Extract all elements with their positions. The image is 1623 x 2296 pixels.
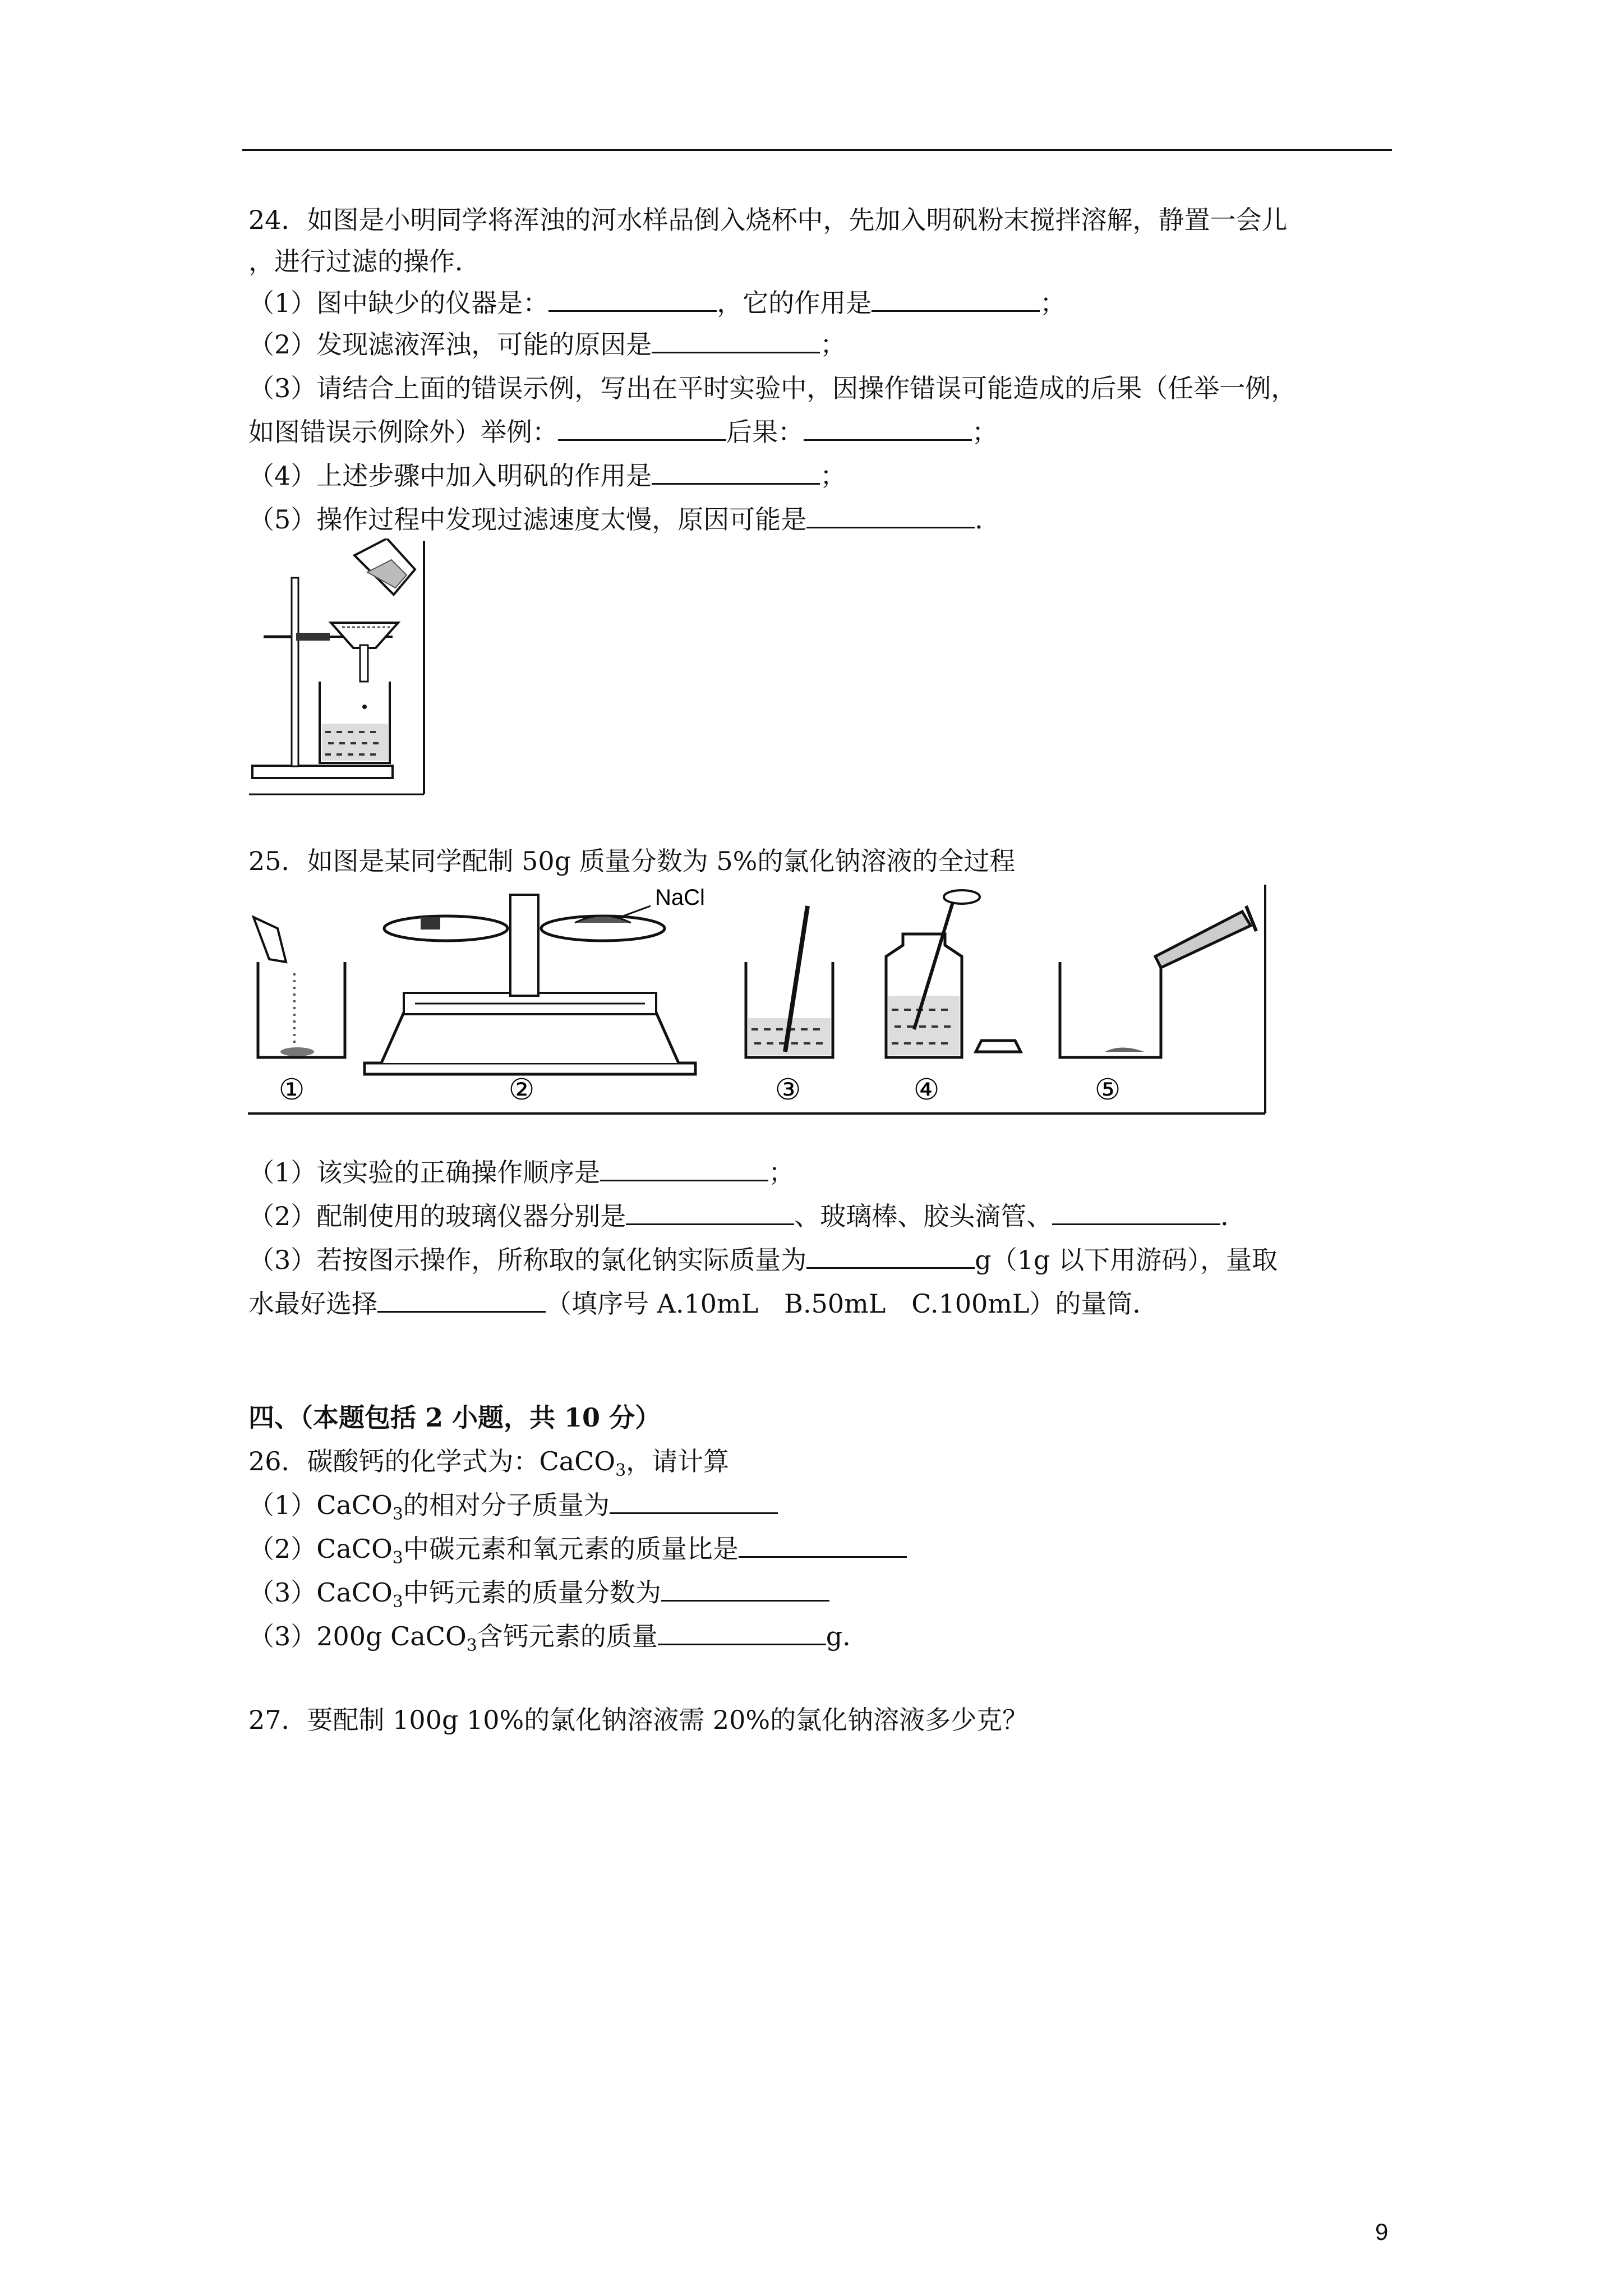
q24-p3-text-b: 后果： bbox=[726, 417, 804, 447]
q24-p5-text-a: （5）操作过程中发现过滤速度太慢，原因可能是 bbox=[248, 504, 807, 535]
q26-stem-text-b: ，请计算 bbox=[626, 1446, 730, 1476]
q24-p1-text-a: （1）图中缺少的仪器是： bbox=[248, 288, 549, 318]
q24-p3-text-c: ； bbox=[972, 417, 998, 447]
q25-stem: 25．如图是某同学配制 50g 质量分数为 5%的氯化钠溶液的全过程 bbox=[248, 846, 1016, 876]
answer-blank[interactable] bbox=[661, 1576, 829, 1602]
solution-preparation-figure bbox=[247, 884, 1267, 1115]
q24-p3-text-a: 如图错误示例除外）举例： bbox=[248, 417, 558, 447]
subscript-3: 3 bbox=[392, 1592, 403, 1612]
section-4-heading: 四、（本题包括 2 小题，共 10 分） bbox=[248, 1402, 661, 1433]
q25-p2-text-c: ． bbox=[1220, 1201, 1247, 1231]
q26-p1-text-b: 的相对分子质量为 bbox=[403, 1490, 610, 1520]
q25-p2-text-a: （2）配制使用的玻璃仪器分别是 bbox=[248, 1201, 626, 1231]
q25-p3-text-a: （3）若按图示操作，所称取的氯化钠实际质量为 bbox=[248, 1245, 807, 1275]
answer-blank[interactable] bbox=[548, 287, 717, 312]
q26-p1-text-a: （1）CaCO bbox=[248, 1490, 393, 1520]
q26-part-3 bbox=[248, 1576, 829, 1619]
answer-blank[interactable] bbox=[626, 1200, 794, 1225]
q24-p2-text-a: （2）发现滤液浑浊，可能的原因是 bbox=[248, 329, 652, 360]
filtration-apparatus-figure bbox=[247, 539, 426, 797]
page-number: 9 bbox=[1375, 2219, 1389, 2245]
q24-part-2 bbox=[248, 328, 846, 361]
q24-part-3-line-2 bbox=[248, 415, 998, 449]
q24-p4-text-b: ； bbox=[820, 461, 846, 491]
subscript-3: 3 bbox=[615, 1461, 626, 1481]
q24-stem-line-2: ，进行过滤的操作． bbox=[248, 246, 481, 277]
q24-stem-line-1: 24．如图是小明同学将浑浊的河水样品倒入烧杯中，先加入明矾粉末搅拌溶解，静置一会儿 bbox=[248, 205, 1288, 235]
answer-blank[interactable] bbox=[600, 1156, 768, 1181]
answer-blank[interactable] bbox=[652, 459, 820, 485]
header-rule bbox=[242, 149, 1392, 151]
answer-blank[interactable] bbox=[558, 416, 726, 441]
answer-blank[interactable] bbox=[1052, 1200, 1220, 1225]
q24-part-4 bbox=[248, 459, 846, 493]
answer-blank[interactable] bbox=[806, 1244, 975, 1269]
answer-blank[interactable] bbox=[652, 328, 820, 353]
answer-blank[interactable] bbox=[806, 503, 975, 528]
q24-p2-text-b: ； bbox=[820, 329, 846, 360]
q26-p4-text-a: （3）200g CaCO bbox=[248, 1621, 467, 1651]
q25-p1-text-b: ； bbox=[768, 1157, 795, 1188]
answer-blank[interactable] bbox=[804, 416, 972, 441]
q26-part-1 bbox=[248, 1488, 778, 1531]
q25-part-3-line-1 bbox=[248, 1243, 1278, 1277]
answer-blank[interactable] bbox=[658, 1620, 826, 1645]
q25-p1-text-a: （1）该实验的正确操作顺序是 bbox=[248, 1157, 601, 1188]
q26-stem bbox=[248, 1444, 729, 1488]
answer-blank[interactable] bbox=[377, 1287, 546, 1313]
q26-p2-text-b: 中碳元素和氧元素的质量比是 bbox=[403, 1534, 739, 1564]
subscript-3: 3 bbox=[392, 1548, 403, 1568]
step-label-4: ④ bbox=[913, 1073, 940, 1107]
q27-stem: 27．要配制 100g 10%的氯化钠溶液需 20%的氯化钠溶液多少克？ bbox=[248, 1705, 1029, 1735]
q24-part-3-line-1: （3）请结合上面的错误示例，写出在平时实验中，因操作错误可能造成的后果（任举一例， bbox=[248, 373, 1297, 403]
q26-p4-text-c: g． bbox=[826, 1621, 869, 1651]
q24-p4-text-a: （4）上述步骤中加入明矾的作用是 bbox=[248, 461, 652, 491]
q26-stem-text-a: 26．碳酸钙的化学式为：CaCO bbox=[248, 1446, 616, 1476]
subscript-3: 3 bbox=[392, 1504, 403, 1525]
q25-p3-text-c: 水最好选择 bbox=[248, 1289, 377, 1319]
answer-blank[interactable] bbox=[739, 1533, 907, 1558]
answer-blank[interactable] bbox=[610, 1489, 778, 1514]
q26-part-4 bbox=[248, 1619, 868, 1663]
q26-p3-text-a: （3）CaCO bbox=[248, 1577, 393, 1608]
q24-p1-text-c: ； bbox=[1040, 288, 1066, 318]
q24-part-1 bbox=[248, 286, 1066, 320]
step-label-2: ② bbox=[508, 1073, 535, 1107]
answer-blank[interactable] bbox=[872, 287, 1040, 312]
q25-p3-text-b: g（1g 以下用游码），量取 bbox=[975, 1245, 1278, 1275]
q24-p5-text-b: ． bbox=[975, 504, 1001, 535]
nacl-label: NaCl bbox=[655, 885, 705, 910]
q24-part-5 bbox=[248, 503, 1000, 536]
q25-part-1 bbox=[248, 1156, 794, 1189]
q25-p3-text-d: （填序号 A.10mL B.50mL C.100mL）的量筒． bbox=[546, 1289, 1159, 1319]
subscript-3: 3 bbox=[466, 1636, 477, 1656]
step-label-3: ③ bbox=[774, 1073, 801, 1107]
step-label-5: ⑤ bbox=[1094, 1073, 1121, 1107]
q24-p1-text-b: ，它的作用是 bbox=[717, 288, 872, 318]
q25-part-3-line-2 bbox=[248, 1287, 1158, 1320]
step-label-1: ① bbox=[278, 1073, 305, 1107]
q26-p2-text-a: （2）CaCO bbox=[248, 1534, 393, 1564]
q25-part-2 bbox=[248, 1199, 1246, 1233]
q26-part-2 bbox=[248, 1532, 907, 1575]
q25-p2-text-b: 、玻璃棒、胶头滴管、 bbox=[794, 1201, 1053, 1231]
q26-p4-text-b: 含钙元素的质量 bbox=[477, 1621, 658, 1651]
q26-p3-text-b: 中钙元素的质量分数为 bbox=[403, 1577, 661, 1608]
